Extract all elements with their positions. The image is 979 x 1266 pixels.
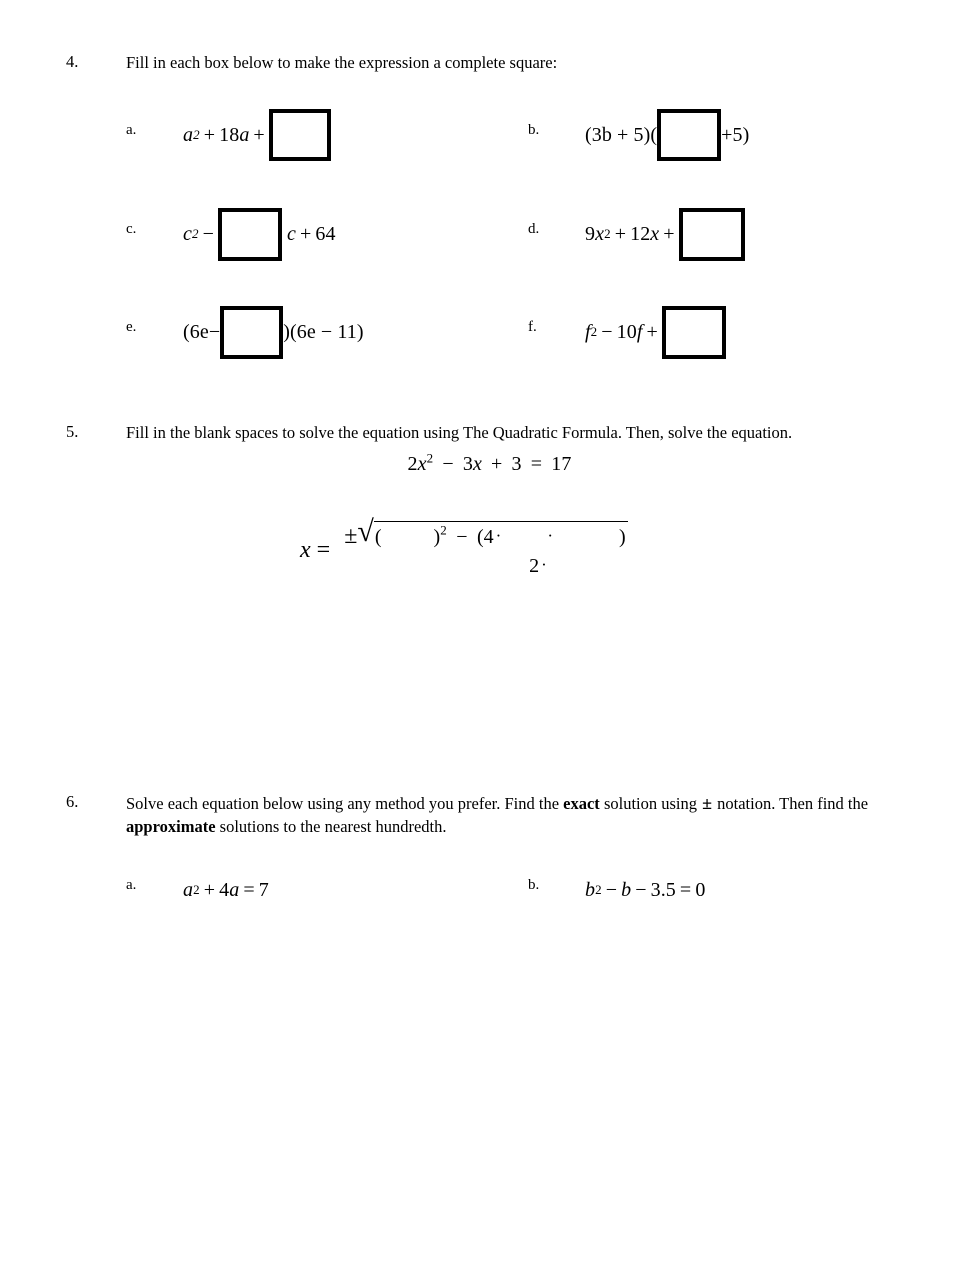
problem-4-item-b [528, 100, 928, 170]
item-c-expression: c 2 − c + 64 [183, 199, 336, 269]
prompt-seg-2: solution using [599, 794, 702, 813]
answer-box-4b[interactable] [657, 109, 721, 161]
plus-minus-sign: ± [344, 523, 358, 549]
plus-op-5: + [491, 453, 503, 475]
item6-letter-a: a. [126, 877, 137, 893]
open-paren-2: ( [476, 526, 484, 548]
problem-4-number: 4. [66, 52, 79, 71]
factor-head-e: (6e− [183, 320, 221, 343]
item-letter-f: f. [528, 319, 537, 335]
plus-operator: + [203, 123, 216, 146]
radicand-exponent: 2 [440, 522, 447, 538]
prompt-seg-0: Solve each equation below using any method you prefer. Find the [126, 794, 564, 813]
open-paren-1: ( [374, 526, 382, 548]
rhs-7-6a: 7 [258, 878, 269, 901]
problem-4-item-c [126, 199, 506, 269]
var-a-6-2: a [229, 878, 240, 901]
minus-op-6b: − [605, 878, 618, 901]
item-e-expression [183, 297, 364, 367]
problem-5-equation [0, 450, 979, 476]
coefficient-9: 9 [585, 222, 596, 245]
item-d-expression: 9 x 2 + 12 x + [585, 199, 745, 269]
multiply-dot-3: · [541, 555, 547, 574]
item-b-expression [585, 100, 749, 170]
radical-sign-icon: √ [357, 515, 374, 548]
close-paren-1: ) [433, 526, 441, 548]
variable-f-2: f [636, 320, 643, 343]
prompt-bold-exact: exact [563, 794, 600, 813]
item6-b-expression: b 2 − b − 3.5 = 0 [585, 878, 706, 901]
var-b-6-2: b [621, 878, 632, 901]
multiply-dot-1: · [495, 526, 502, 545]
answer-box-4e[interactable] [220, 306, 283, 359]
item-letter-d: d. [528, 221, 540, 237]
formula-lhs-x: x [300, 536, 311, 563]
coef-4-6a: 4 [219, 878, 230, 901]
variable-a-2: a [239, 123, 250, 146]
minus-operator-f: − [601, 320, 613, 343]
problem-5-prompt: Fill in the blank spaces to solve the equation using The Quadratic Formula. Then, solve the equation. [126, 423, 793, 442]
radicand-content [374, 521, 628, 549]
problem-6-prompt [126, 792, 916, 838]
formula-body [300, 515, 632, 578]
rhs-17: 17 [551, 453, 572, 475]
rhs-0-6b: 0 [695, 878, 706, 901]
quadratic-formula [0, 500, 979, 590]
item-f-expression: f 2 − 10 f + [585, 297, 726, 367]
problem-4-item-f [528, 297, 928, 367]
var-x: x [417, 453, 427, 475]
answer-box-4f[interactable] [662, 306, 726, 359]
plus-operator-d2: + [663, 222, 675, 245]
problem-4-prompt: Fill in each box below to make the expression a complete square: [126, 53, 558, 72]
var-a-6: a [183, 878, 194, 901]
coef-3: 3 [462, 453, 473, 475]
plus-op-6a: + [203, 878, 216, 901]
minus-operator: − [202, 222, 214, 245]
coefficient-10: 10 [616, 320, 637, 343]
variable-c-2: c [286, 222, 296, 245]
minus-op-5: − [442, 453, 454, 475]
var-x-2: x [472, 453, 482, 475]
prompt-bold-approximate: approximate [126, 816, 216, 836]
equals-op-5: = [530, 453, 543, 475]
variable-x: x [595, 222, 605, 245]
problem-4-item-d [528, 199, 928, 269]
answer-box-4d[interactable] [679, 208, 745, 261]
variable-f: f [585, 320, 591, 343]
item6-letter-b: b. [528, 877, 540, 893]
plus-operator-d: + [614, 222, 627, 245]
multiply-dot-2: · [547, 526, 553, 545]
answer-box-4a[interactable] [269, 109, 331, 161]
coef-2: 2 [407, 453, 418, 475]
item-letter-c: c. [126, 221, 137, 237]
plus-operator-2: + [253, 123, 265, 146]
formula-denominator [371, 548, 601, 577]
plus-minus-notation-symbol: ± [702, 793, 713, 813]
plus-operator-c: + [299, 222, 312, 245]
answer-box-4c[interactable] [218, 208, 282, 261]
variable-a: a [183, 123, 194, 146]
close-paren-2: ) [618, 526, 626, 548]
formula-equals: = [316, 536, 331, 563]
problem-4-item-e [126, 297, 506, 367]
const-3: 3 [511, 453, 522, 475]
equals-6a: = [243, 878, 255, 901]
factor-one: (3b + 5)( [585, 123, 658, 146]
problem-6-item-b [528, 855, 928, 925]
prompt-seg-6: solutions to the nearest hundredth. [215, 816, 447, 836]
minus-op-formula: − [456, 526, 468, 548]
equals-6b: = [679, 878, 692, 901]
problem-5-number: 5. [66, 422, 79, 441]
variable-x-2: x [650, 222, 660, 245]
formula-fraction [340, 515, 631, 578]
exp-2: 2 [426, 450, 434, 466]
constant-64: 64 [315, 222, 336, 245]
minus-op-6b-2: − [635, 878, 647, 901]
prompt-seg-4: notation. Then find the [713, 794, 869, 813]
variable-c: c [183, 222, 192, 245]
radical-group [357, 515, 627, 550]
item-letter-e: e. [126, 319, 137, 335]
factor-tail: +5) [721, 123, 750, 146]
item-letter-a: a. [126, 122, 137, 138]
plus-operator-f: + [646, 320, 658, 343]
item6-a-expression: a 2 + 4 a = 7 [183, 878, 269, 901]
problem-6-item-a [126, 855, 506, 925]
four-literal: 4 [483, 526, 494, 548]
formula-numerator [340, 515, 631, 552]
coefficient-12: 12 [630, 222, 651, 245]
problem-6-number: 6. [66, 792, 79, 811]
const-35-6b: 3.5 [650, 878, 676, 901]
factor-tail-e: )(6e − 11) [283, 320, 364, 343]
denominator-two: 2 [529, 555, 540, 577]
coefficient-18: 18 [219, 123, 240, 146]
var-b-6: b [585, 878, 596, 901]
item-letter-b: b. [528, 122, 540, 138]
problem-4-item-a [126, 100, 506, 170]
item-a-expression: a 2 + 18 a + [183, 100, 331, 170]
